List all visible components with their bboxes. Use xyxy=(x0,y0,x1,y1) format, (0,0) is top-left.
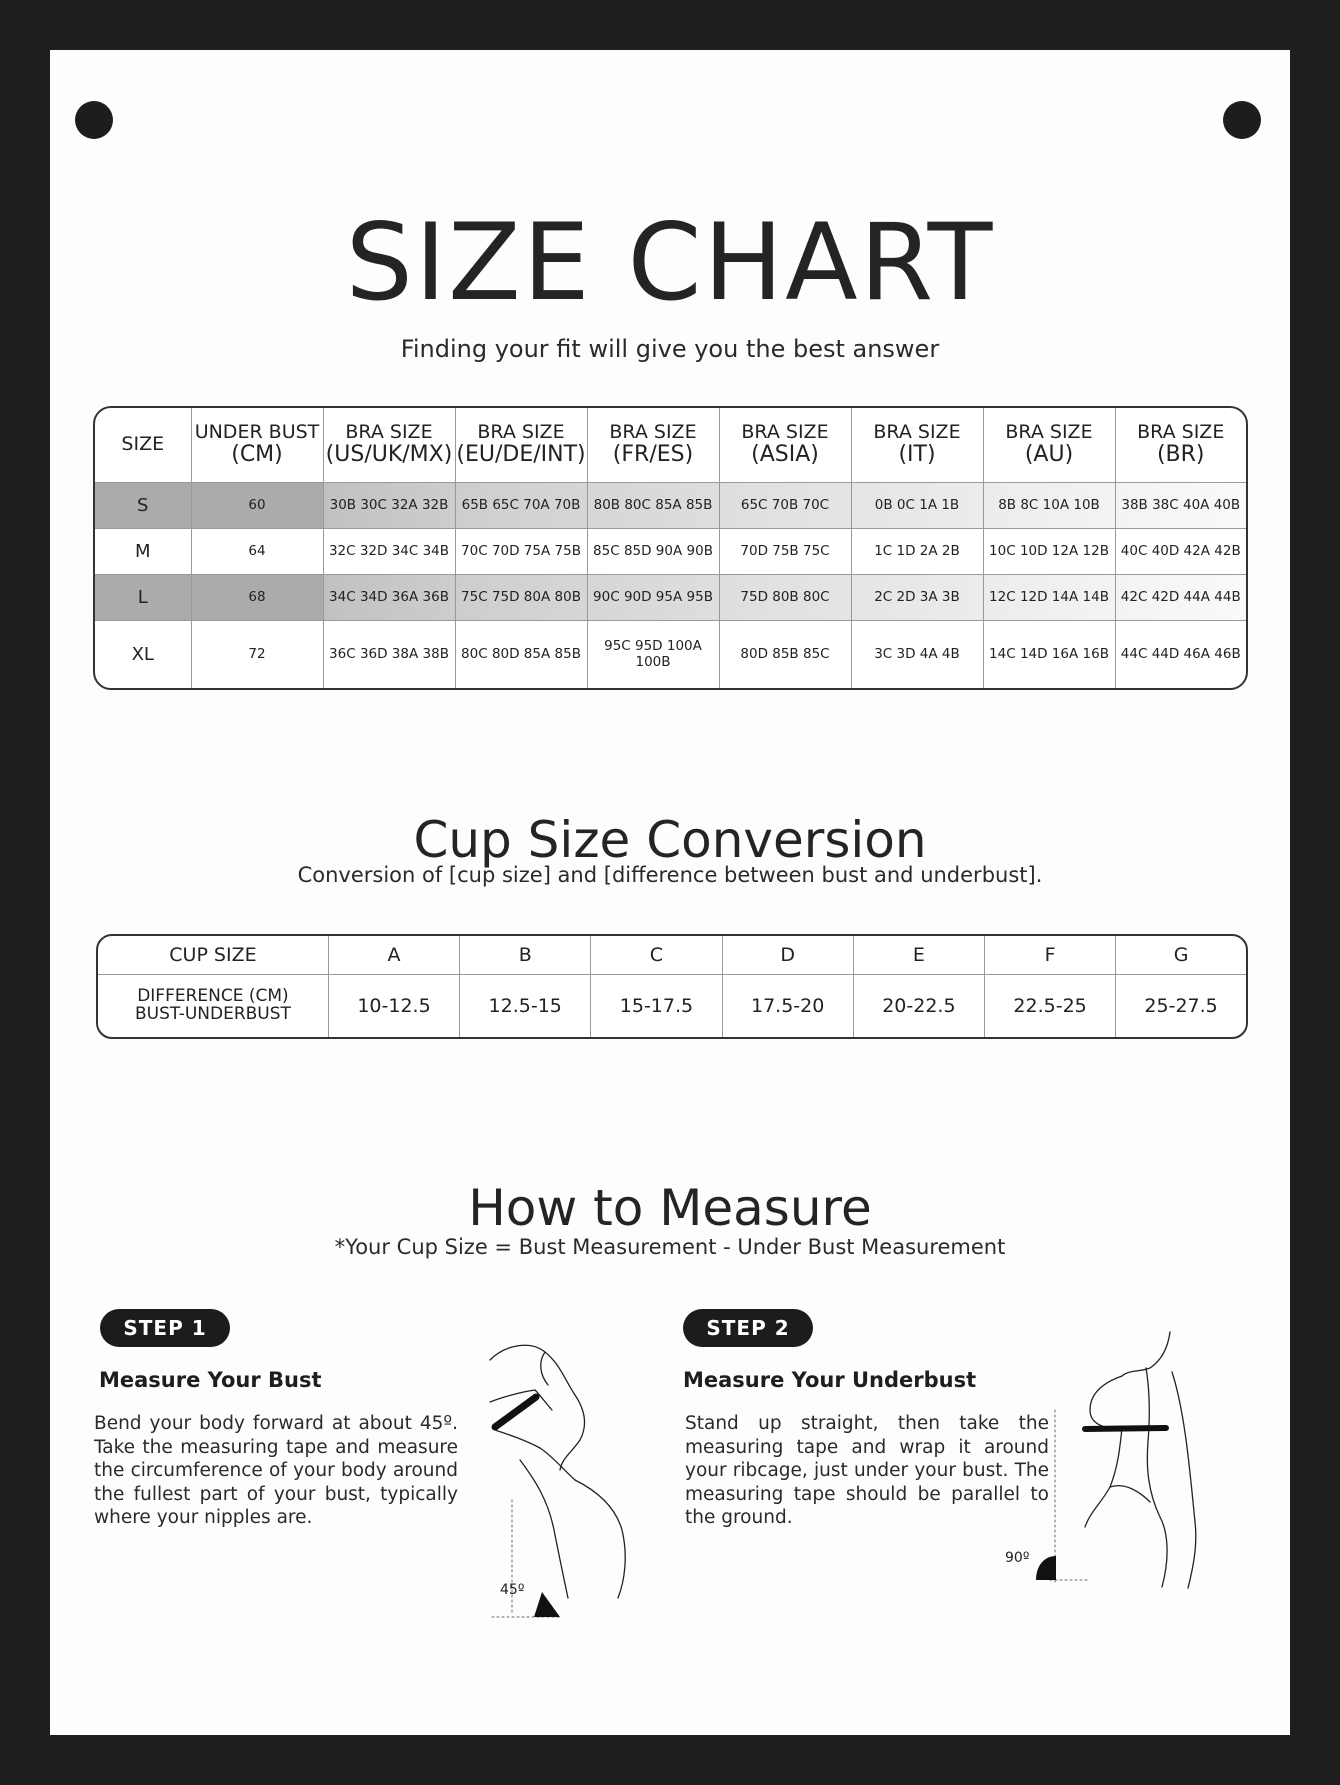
difference-value: 20-22.5 xyxy=(853,975,984,1037)
table-cell: 75D 80B 80C xyxy=(719,574,851,620)
table-cell: 80B 80C 85A 85B xyxy=(587,483,719,529)
table-cell: 80D 85B 85C xyxy=(719,620,851,688)
table-cell: 14C 14D 16A 16B xyxy=(983,620,1115,688)
table-cell: M xyxy=(95,528,191,574)
column-header: UNDER BUST (CM) xyxy=(191,408,323,483)
cup-letter: A xyxy=(328,936,459,975)
table-row xyxy=(95,483,1246,529)
size-chart-sheet xyxy=(50,50,1290,1735)
punch-hole-left xyxy=(75,101,113,139)
cup-letter: F xyxy=(984,936,1115,975)
step-2-heading: Measure Your Underbust xyxy=(683,1368,977,1392)
table-cell: 3C 3D 4A 4B xyxy=(851,620,983,688)
column-header: BRA SIZE (FR/ES) xyxy=(587,408,719,483)
table-cell: 70C 70D 75A 75B xyxy=(455,528,587,574)
table-cell: 72 xyxy=(191,620,323,688)
angle-45-label: 45º xyxy=(500,1582,525,1598)
step-2-badge: STEP 2 xyxy=(683,1309,813,1347)
cup-difference-row xyxy=(98,975,1246,1037)
column-header: BRA SIZE (EU/DE/INT) xyxy=(455,408,587,483)
table-cell: 44C 44D 46A 46B xyxy=(1115,620,1246,688)
column-header: BRA SIZE (ASIA) xyxy=(719,408,851,483)
table-cell: 8B 8C 10A 10B xyxy=(983,483,1115,529)
difference-value: 12.5-15 xyxy=(460,975,591,1037)
table-cell: XL xyxy=(95,620,191,688)
table-cell: 70D 75B 75C xyxy=(719,528,851,574)
page-title: SIZE CHART xyxy=(345,201,995,324)
punch-hole-right xyxy=(1223,101,1261,139)
cup-size-formula: *Your Cup Size = Bust Measurement - Under Bust Measurement xyxy=(334,1235,1006,1259)
table-row xyxy=(95,574,1246,620)
table-cell: 64 xyxy=(191,528,323,574)
cup-letter: E xyxy=(853,936,984,975)
table-cell: 36C 36D 38A 38B xyxy=(323,620,455,688)
cup-header-row xyxy=(98,936,1246,975)
table-cell: L xyxy=(95,574,191,620)
table-cell: 75C 75D 80A 80B xyxy=(455,574,587,620)
cup-letter: G xyxy=(1116,936,1246,975)
page-subtitle: Finding your fit will give you the best answer xyxy=(400,335,940,363)
table-cell: 0B 0C 1A 1B xyxy=(851,483,983,529)
cup-letter: B xyxy=(460,936,591,975)
difference-value: 25-27.5 xyxy=(1116,975,1246,1037)
measure-section-title: How to Measure xyxy=(468,1179,872,1237)
difference-value: 17.5-20 xyxy=(722,975,853,1037)
table-cell: 65B 65C 70A 70B xyxy=(455,483,587,529)
table-cell: 2C 2D 3A 3B xyxy=(851,574,983,620)
cup-letter: D xyxy=(722,936,853,975)
table-cell: 10C 10D 12A 12B xyxy=(983,528,1115,574)
column-header: BRA SIZE (BR) xyxy=(1115,408,1246,483)
step-2-instructions: Stand up straight, then take the measuring tape and wrap it around your ribcage, just under your bust. The measuring tape should be parallel to the ground. xyxy=(685,1413,1049,1528)
table-cell: 12C 12D 14A 14B xyxy=(983,574,1115,620)
table-row xyxy=(95,620,1246,688)
table-cell: 80C 80D 85A 85B xyxy=(455,620,587,688)
table-cell: S xyxy=(95,483,191,529)
step-1-badge: STEP 1 xyxy=(100,1309,230,1347)
table-cell: 65C 70B 70C xyxy=(719,483,851,529)
table-cell: 38B 38C 40A 40B xyxy=(1115,483,1246,529)
column-header: BRA SIZE (AU) xyxy=(983,408,1115,483)
column-header: BRA SIZE (US/UK/MX) xyxy=(323,408,455,483)
table-cell: 30B 30C 32A 32B xyxy=(323,483,455,529)
step-1-instructions: Bend your body forward at about 45º. Take the measuring tape and measure the circumference of your body around the fullest part of your bust, typically where your nipples are. xyxy=(94,1413,458,1528)
difference-value: 15-17.5 xyxy=(591,975,722,1037)
difference-label: DIFFERENCE (CM) BUST-UNDERBUST xyxy=(98,975,328,1037)
table-cell: 40C 40D 42A 42B xyxy=(1115,528,1246,574)
table-row xyxy=(95,528,1246,574)
table-cell: 32C 32D 34C 34B xyxy=(323,528,455,574)
size-table-header xyxy=(95,408,1246,483)
cup-section-note: Conversion of [cup size] and [difference between bust and underbust]. xyxy=(297,863,1043,887)
table-cell: 1C 1D 2A 2B xyxy=(851,528,983,574)
cup-size-table xyxy=(96,934,1248,1039)
cup-section-title: Cup Size Conversion xyxy=(413,811,927,869)
size-table xyxy=(93,406,1248,690)
difference-value: 22.5-25 xyxy=(984,975,1115,1037)
table-cell: 90C 90D 95A 95B xyxy=(587,574,719,620)
underbust-measuring-illustration xyxy=(1005,1332,1210,1596)
table-cell: 95C 95D 100A 100B xyxy=(587,620,719,688)
table-cell: 34C 34D 36A 36B xyxy=(323,574,455,620)
step-1-heading: Measure Your Bust xyxy=(99,1368,322,1392)
table-cell: 68 xyxy=(191,574,323,620)
bust-measuring-illustration xyxy=(490,1340,640,1604)
table-cell: 42C 42D 44A 44B xyxy=(1115,574,1246,620)
angle-90-label: 90º xyxy=(1005,1550,1030,1566)
cup-letter: C xyxy=(591,936,722,975)
difference-value: 10-12.5 xyxy=(328,975,459,1037)
table-cell: 85C 85D 90A 90B xyxy=(587,528,719,574)
cup-size-label: CUP SIZE xyxy=(98,936,328,975)
table-cell: 60 xyxy=(191,483,323,529)
column-header: SIZE xyxy=(95,408,191,483)
column-header: BRA SIZE (IT) xyxy=(851,408,983,483)
